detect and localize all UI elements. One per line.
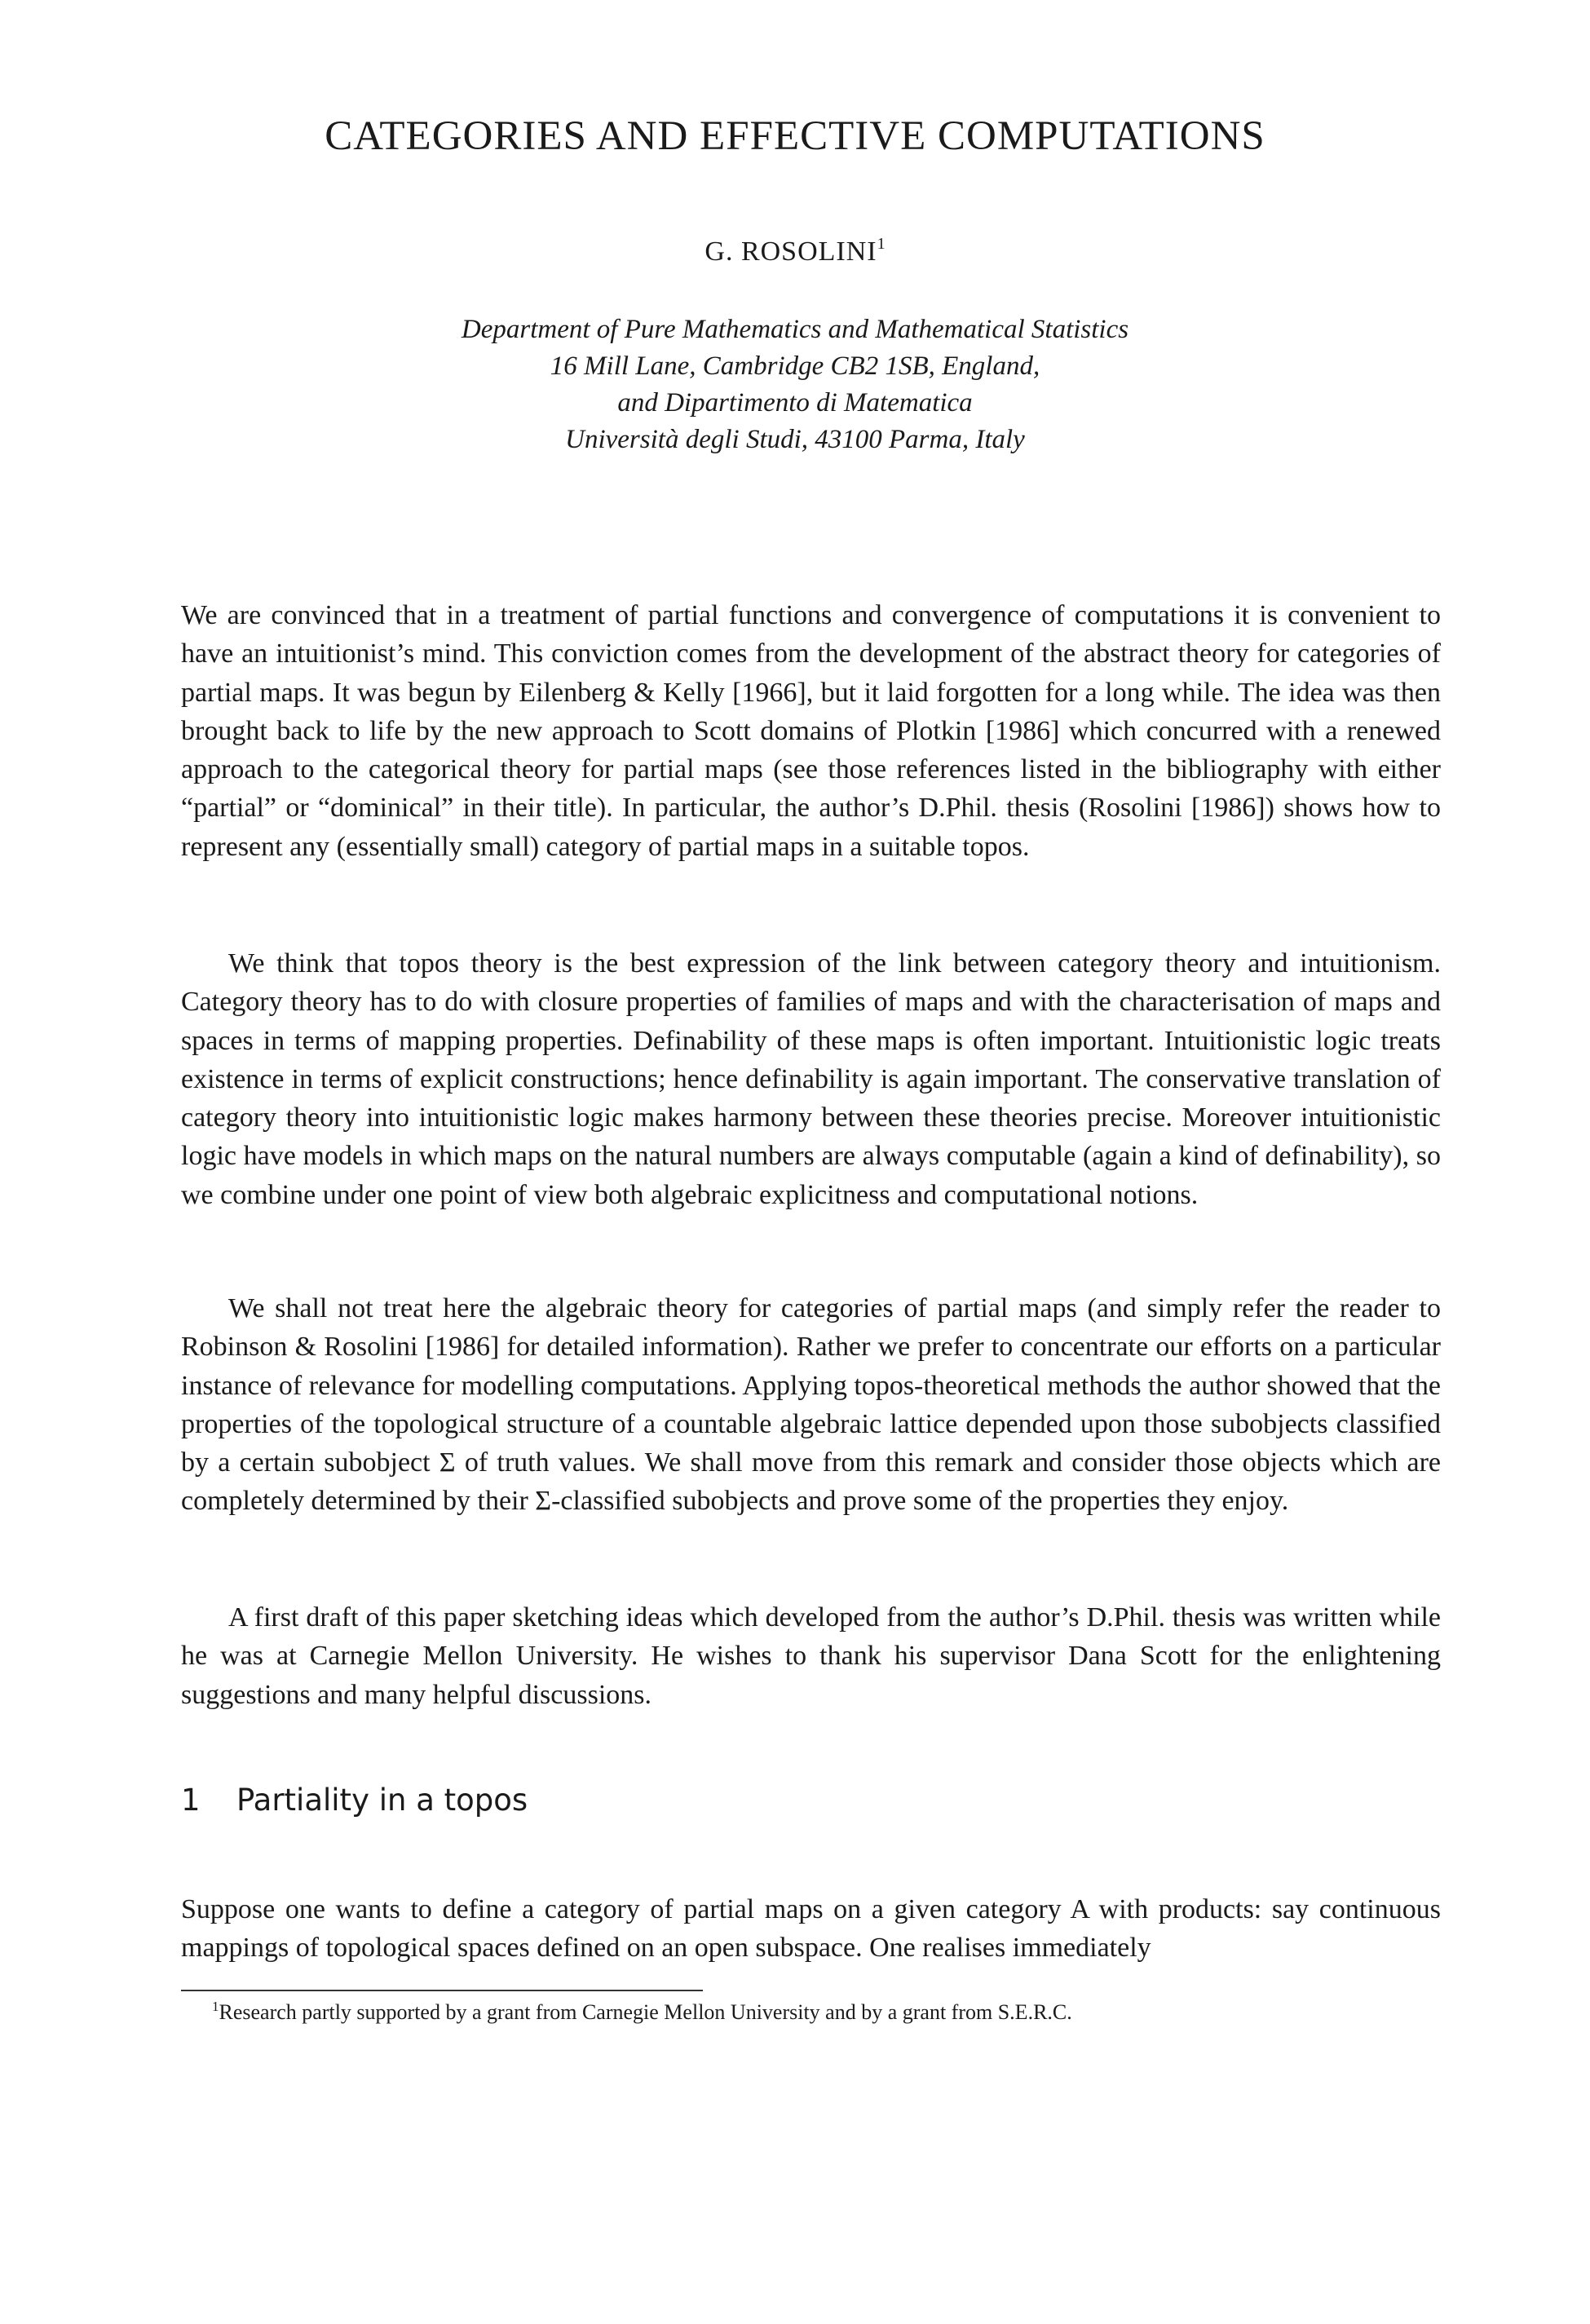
section-number: 1 — [181, 1783, 201, 1818]
affiliation-line: and Dipartimento di Matematica — [617, 388, 973, 418]
footnote — [212, 1999, 1072, 2025]
affiliation-line: Department of Pure Mathematics and Mathematical Statistics — [461, 315, 1129, 344]
section-paragraph: Suppose one wants to define a category of partial maps on a given category A with products: say continuous mappings of topological spaces defined on an open subspace. One realises immediately — [181, 1894, 1441, 1964]
footnote-mark: 1 — [212, 1999, 219, 2014]
acknowledgement-paragraph: A first draft of this paper sketching ideas which developed from the author’s D.Phil. thesis was written while he was at Carnegie Mellon University. He wishes to thank his supervisor Dana Scott for the enlightening suggestions and many helpful discussions. — [181, 1602, 1441, 1710]
footnote-text: Research partly supported by a grant from Carnegie Mellon University and by a grant from S.E.R.C. — [219, 2000, 1072, 2024]
intro-paragraph: We are convinced that in a treatment of partial functions and convergence of computations it is convenient to have an intuitionist’s mind. This conviction comes from the development of the abstract theory for categories of partial maps. It was begun by Eilenberg & Kelly [1966], but it laid forgotten for a long while. The idea was then brought back to life by the new approach to Scott domains of Plotkin [1986] which concurred with a renewed approach to the categorical theory for partial maps (see those references listed in the bibliography with either “partial” or “dominical” in their title). In particular, the author’s D.Phil. thesis (Rosolini [1986]) shows how to represent any (essentially small) category of partial maps in a suitable topos. — [181, 600, 1441, 862]
intro-paragraph: We think that topos theory is the best expression of the link between category theory and intuitionism. Category theory has to do with closure properties of families of maps and with the characterisation of maps and spaces in terms of mapping properties. Definability of these maps is often important. Intuitionistic logic treats existence in terms of explicit constructions; hence definability is again important. The conservative translation of category theory into intuitionistic logic makes harmony between these theories precise. Moreover intuitionistic logic have models in which maps on the natural numbers are always computable (again a kind of definability), so we combine under one point of view both algebraic explicitness and computational notions. — [181, 948, 1441, 1210]
author-name — [0, 235, 1590, 267]
author-name-text: G. ROSOLINI — [704, 236, 877, 267]
author-affiliation — [0, 311, 1590, 458]
section-heading — [181, 1783, 528, 1818]
paper-title: CATEGORIES AND EFFECTIVE COMPUTATIONS — [325, 113, 1265, 159]
affiliation-line: 16 Mill Lane, Cambridge CB2 1SB, England, — [550, 351, 1040, 381]
footnote-rule — [181, 1990, 703, 1991]
section-title: Partiality in a topos — [236, 1783, 528, 1818]
affiliation-line: Università degli Studi, 43100 Parma, Italy — [565, 425, 1025, 454]
intro-paragraph: We shall not treat here the algebraic theory for categories of partial maps (and simply refer the reader to Robinson & Rosolini [1986] for detailed information). Rather we prefer to concentrate our efforts on a particular instance of relevance for modelling computations. Applying topos-theoretical methods the author showed that the properties of the topological structure of a countable algebraic lattice depended upon those subobjects classified by a certain subobject Σ of truth values. We shall move from this remark and consider those objects which are completely determined by their Σ-classified subobjects and prove some of the properties they enjoy. — [181, 1293, 1441, 1517]
author-footnote-mark: 1 — [877, 235, 886, 253]
